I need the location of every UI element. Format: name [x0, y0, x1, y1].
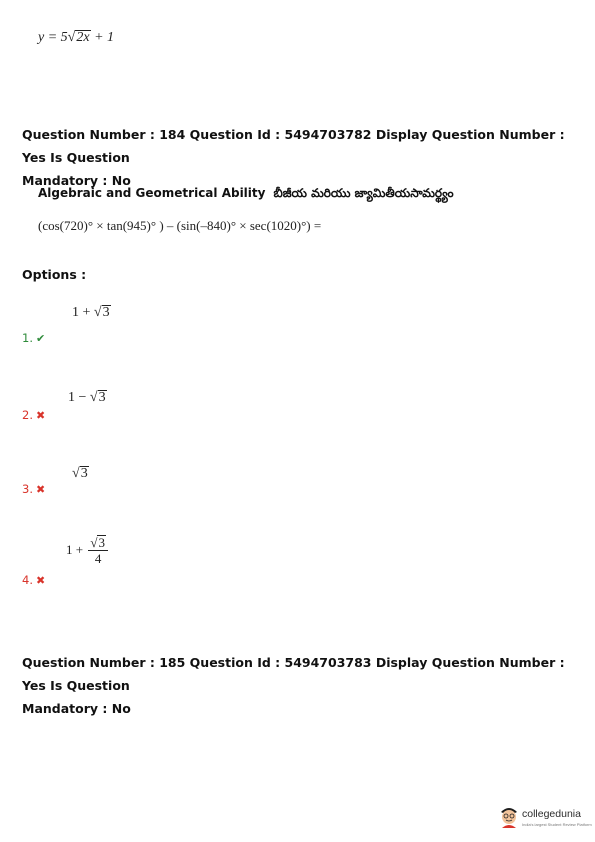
option-1-radicand: 3 [102, 305, 110, 320]
question-184-header [22, 123, 582, 192]
subject-label [38, 186, 454, 203]
sqrt-symbol: √ [90, 535, 98, 550]
question-185-meta-line2: Mandatory : No [22, 701, 131, 716]
fraction-numerator [88, 535, 108, 551]
cross-icon: ✖ [35, 409, 46, 422]
checkmark-icon: ✔ [35, 332, 46, 345]
subject-telugu: బీజీయ మరియు జ్యామితీయసామర్థ్యం [273, 186, 454, 200]
option-2-radicand: 3 [98, 390, 106, 405]
mascot-icon [498, 804, 520, 828]
options-label: Options : [22, 267, 87, 282]
cross-icon: ✖ [35, 574, 46, 587]
cross-icon: ✖ [35, 483, 46, 496]
option-4-value [66, 535, 108, 567]
collegedunia-logo [498, 800, 590, 834]
sqrt-symbol: √ [72, 466, 80, 481]
option-4-number [22, 573, 45, 587]
formula-rhs: + 1 [90, 30, 115, 45]
sqrt-symbol: √ [89, 390, 98, 405]
option-2-value [68, 390, 107, 406]
option-2-number [22, 408, 45, 422]
option-1-number [22, 331, 45, 345]
logo-tagline: India's largest Student Review Platform [522, 822, 592, 827]
option-4-prefix: 1 + [66, 541, 87, 557]
sqrt-symbol: √ [93, 305, 102, 320]
option-3-value [72, 466, 89, 482]
sqrt-symbol: √ [67, 30, 76, 45]
question-185-meta-line1: Question Number : 185 Question Id : 5494703783 Display Question Number : Yes Is Question [22, 655, 565, 693]
option-3-radicand: 3 [80, 466, 88, 481]
question-184-meta-line1: Question Number : 184 Question Id : 5494703782 Display Question Number : Yes Is Question [22, 127, 565, 165]
option-3-number [22, 482, 45, 496]
logo-brand-text: collegedunia [522, 808, 581, 820]
option-2-prefix: 1 − [68, 390, 90, 405]
option-1-prefix: 1 + [72, 305, 94, 320]
option-4-radicand: 3 [98, 535, 105, 550]
option-1-value [72, 305, 111, 321]
option-1-label: 1. [22, 331, 33, 345]
previous-answer-formula [38, 30, 114, 46]
subject-english: Algebraic and Geometrical Ability [38, 186, 266, 200]
option-4-label: 4. [22, 573, 33, 587]
option-4-fraction [88, 535, 108, 567]
fraction-denominator: 4 [94, 551, 102, 567]
question-185-header [22, 651, 582, 720]
question-expression: (cos(720)° × tan(945)° ) – (sin(–840)° × sec(1020)°) = [38, 218, 322, 233]
option-3-label: 3. [22, 482, 33, 496]
formula-radicand: 2x [76, 30, 90, 45]
question-184-meta-line2: Mandatory : No [22, 173, 131, 188]
option-2-label: 2. [22, 408, 33, 422]
formula-lhs: y = 5 [38, 30, 68, 45]
